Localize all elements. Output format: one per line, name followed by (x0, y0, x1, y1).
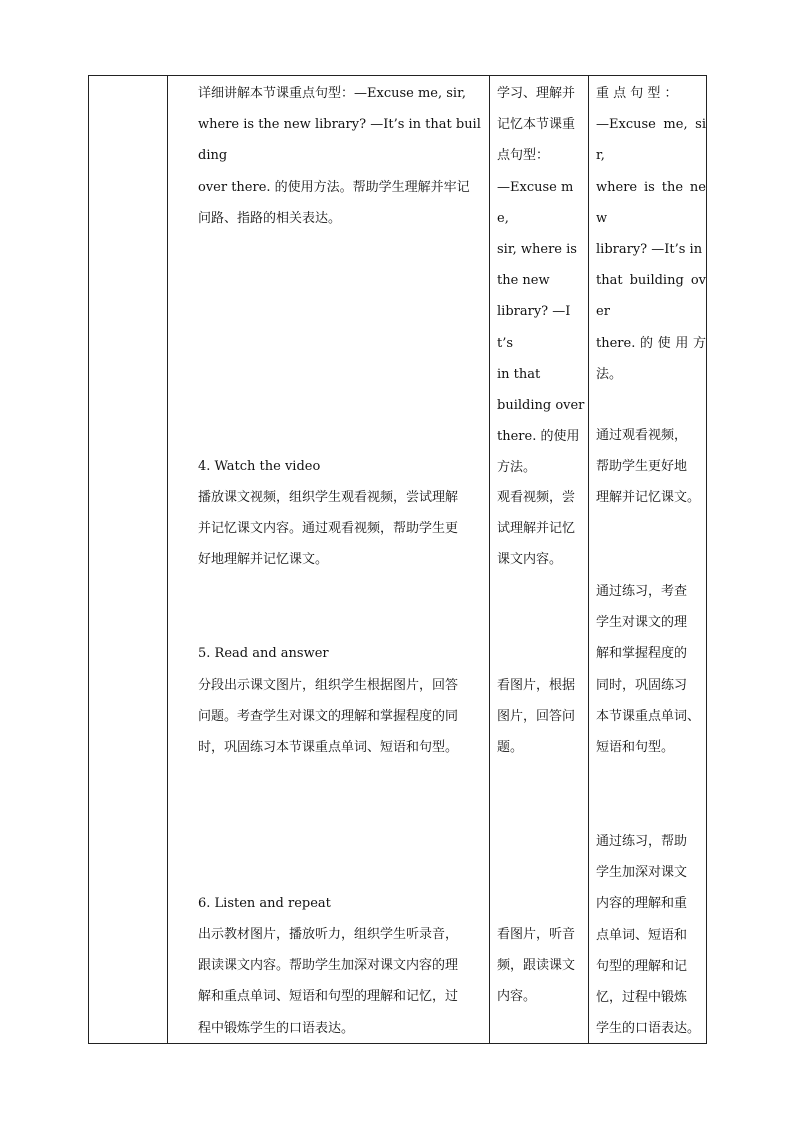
step4-title: 4. Watch the video (198, 459, 321, 474)
step6-title: 6. Listen and repeat (198, 896, 331, 911)
student-step5-text: 看图片，根据 图片，回答问 题。 (497, 678, 576, 756)
student-intro-text: 学习、理解并 记忆本节课重 点句型： —Excuse me, sir, where is the new library? —It’s in that building over there. 的使用 方法。 (497, 86, 585, 476)
empty-label-cell (89, 76, 168, 1044)
step4-text: 播放课文视频，组织学生观看视频，尝试理解 并记忆课文内容。通过观看视频，帮助学生更 好地理解并记忆课文。 (198, 490, 459, 568)
step6-text: 出示教材图片，播放听力，组织学生听录音， 跟读课文内容。帮助学生加深对课文内容的理 解和重点单词、短语和句型的理解和记忆，过 程中锻炼学生的口语表达。 (198, 927, 459, 1036)
student-step6-text: 看图片，听音 频，跟读课文 内容。 (497, 927, 576, 1005)
intro-text: 详细讲解本节课重点句型：—Excuse me, sir, where is the new library? —It’s in that building over there. 的使用方法。帮助学生理解并牢记 问路、指路的相关表达。 (198, 86, 481, 226)
intent-step5-text: 通过练习，考查 学生对课文的理 解和掌握程度的 同时，巩固练习 本节课重点单词、 短语和句型。 (596, 584, 701, 756)
intent-step4-text: 通过观看视频， 帮助学生更好地 理解并记忆课文。 (596, 428, 701, 506)
intent-step6-text: 通过练习，帮助 学生加深对课文 内容的理解和重 点单词、短语和 句型的理解和记 忆，过程中锻炼 学生的口语表达。 (596, 834, 701, 1037)
student-activity-cell (490, 76, 589, 1044)
design-intent-cell (589, 76, 707, 1044)
table-row (89, 76, 707, 1044)
step5-title: 5. Read and answer (198, 646, 329, 661)
intent-intro-text: 重 点 句 型 ： —Excuse me, sir, where is the new library? —It’s in that building over there.的使用方法。 (596, 86, 706, 382)
lesson-plan-table (88, 75, 707, 1044)
step5-text: 分段出示课文图片，组织学生根据图片，回答 问题。考查学生对课文的理解和掌握程度的同 时，巩固练习本节课重点单词、短语和句型。 (198, 678, 459, 756)
student-step4-text: 观看视频，尝 试理解并记忆 课文内容。 (497, 490, 576, 568)
teacher-activity-cell (168, 76, 490, 1044)
